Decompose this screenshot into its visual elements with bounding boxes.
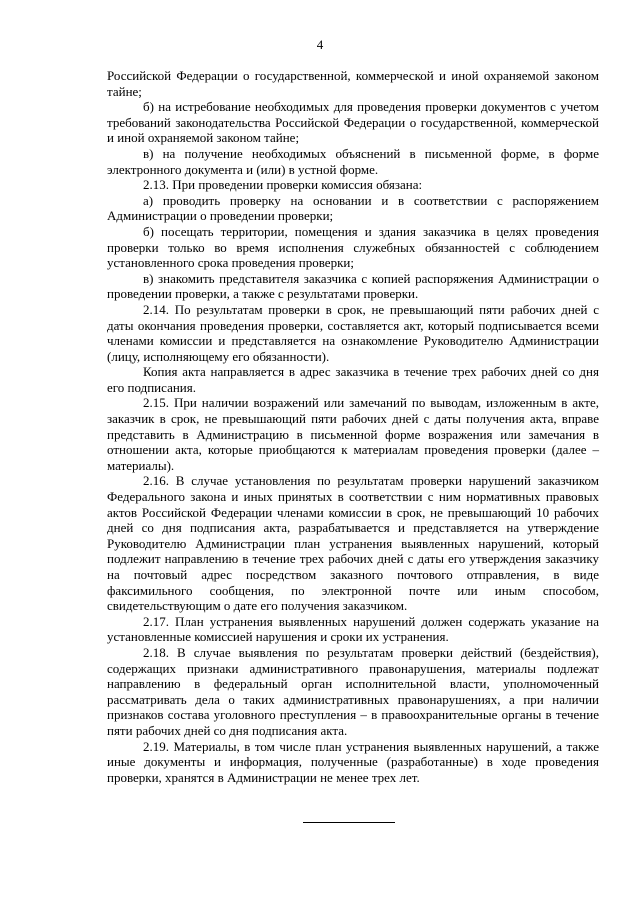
paragraph: в) на получение необходимых объяснений в письменной форме, в форме электронного документа и (или) в устной форме. [107, 145, 599, 177]
paragraph: 2.15. При наличии возражений или замечаний по выводам, изложенным в акте, заказчик в срок, не превышающий пяти рабочих дней с даты получения акта, вправе представить в Администрацию в письменной форме возражения или замечания в отношении акта, которые приобщаются к материалам проведения проверки (далее – материалы). [107, 395, 599, 473]
paragraph: б) на истребование необходимых для проведения проверки документов с учетом требований законодательства Российской Федерации о государственной, коммерческой и иной охраняемой законом тайне; [107, 99, 599, 146]
page-number: 4 [316, 37, 324, 52]
paragraph: Копия акта направляется в адрес заказчика в течение трех рабочих дней со дня его подписания. [107, 364, 599, 395]
paragraph: 2.18. В случае выявления по результатам проверки действий (бездействия), содержащих признаки административного правонарушения, материалы подлежат направлению в федеральный орган исполнительной власти, уполномоченный рассматривать дела о таких административных правонарушениях, а при наличии признаков состава уголовного преступления – в правоохранительные органы в течение пяти рабочих дней со дня подписания акта. [107, 644, 599, 738]
paragraph: а) проводить проверку на основании и в соответствии с распоряжением Администрации о проведении проверки; [107, 192, 599, 224]
paragraph: 2.19. Материалы, в том числе план устранения выявленных нарушений, а также иные документы и информация, полученные (разработанные) в ходе проведения проверки, хранятся в Администрации не менее трех лет. [107, 738, 599, 785]
paragraph: 2.14. По результатам проверки в срок, не превышающий пяти рабочих дней с даты окончания проведения проверки, составляется акт, который подписывается всеми членами комиссии и представляется на ознакомление Руководителю Администрации (лицу, исполняющему его обязанности). [107, 301, 599, 364]
paragraph: 2.16. В случае установления по результатам проверки нарушений заказчиком Федерального закона и иных принятых в соответствии с ним нормативных правовых актов Российской Федерации членами комиссии в срок, не превышающий 10 рабочих дней со дня подписания акта, разрабатывается и представляется на утверждение Руководителю Администрации план устранения выявленных нарушений, который подлежит направлению в течение трех рабочих дней с даты его утверждения заказчику на почтовый адрес посредством заказного почтового отправления, в виде факсимильного сообщения, по электронной почте или иным способом, свидетельствующим о дате его получения заказчиком. [107, 473, 599, 614]
paragraph: в) знакомить представителя заказчика с копией распоряжения Администрации о проведении проверки, а также с результатами проверки. [107, 270, 599, 302]
document-body [107, 68, 599, 785]
paragraph: Российской Федерации о государственной, коммерческой и иной охраняемой законом тайне; [107, 68, 599, 99]
paragraph: 2.17. План устранения выявленных нарушений должен содержать указание на установленные комиссией нарушения и сроки их устранения. [107, 613, 599, 645]
paragraph: 2.13. При проведении проверки комиссия обязана: [143, 177, 423, 193]
footer-divider [303, 822, 395, 823]
paragraph: б) посещать территории, помещения и здания заказчика в целях проведения проверки только во время исполнения служебных обязанностей с соблюдением установленного срока проведения проверки; [107, 223, 599, 271]
